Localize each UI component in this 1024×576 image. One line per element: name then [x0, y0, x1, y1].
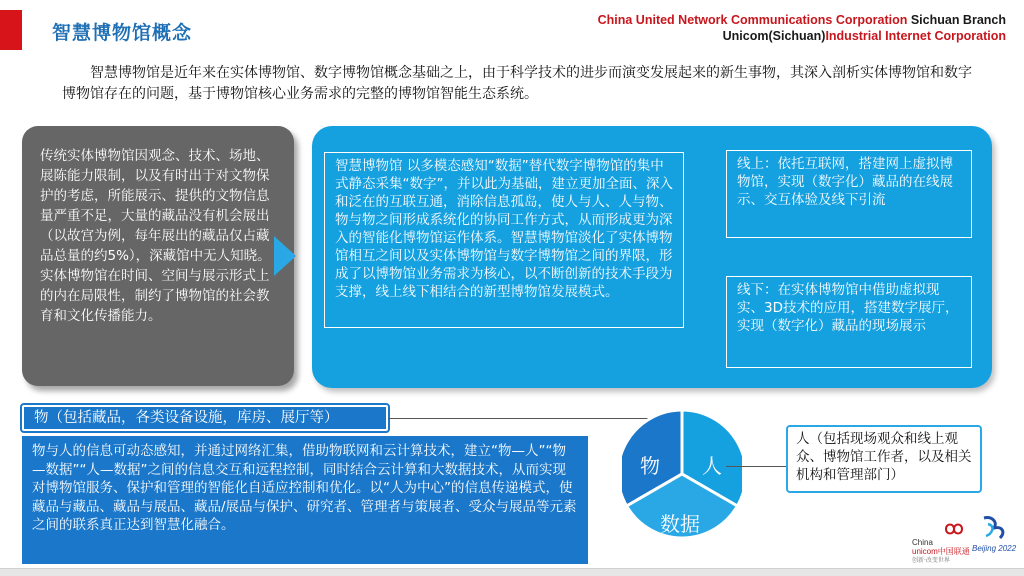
online-box: 线上：依托互联网，搭建网上虚拟博物馆，实现（数字化）藏品的在线展示、交互体验及线下引流	[726, 150, 972, 238]
olympic-emblem-icon	[972, 514, 1018, 544]
brand-header	[598, 12, 1006, 44]
footer-strip	[0, 568, 1024, 576]
pie-label-ren: 人	[702, 454, 722, 478]
pie-label-wu: 物	[640, 454, 660, 478]
right-arrow-icon	[274, 236, 296, 276]
traditional-museum-box	[22, 126, 294, 386]
intro-paragraph: 智慧博物馆是近年来在实体博物馆、数字博物馆概念基础之上，由于科学技术的进步而演变发展起来的新生事物，其深入剖析实体博物馆和数字博物馆存在的问题，基于博物馆核心业务需求的完整的博物馆智能生态系统。	[62, 65, 972, 102]
wu-label: 物（包括藏品，各类设备设施，库房、展厅等）	[22, 405, 388, 431]
unicom-logo-brand: unicom中国联通	[912, 547, 970, 556]
unicom-knot-icon	[942, 520, 966, 538]
smart-museum-description: 智慧博物馆 以多模态感知“数据”替代数字博物馆的集中式静态采集“数字”，并以此为基础，建立更加全面、深入和泛在的互联互通，消除信息孤岛，使人与人、人与物、物与物之间形成系统化的协同工作方式，从而形成更为深入的智能化博物馆运作体系。智慧博物馆淡化了实体博物馆相互之间以及实体博物馆与数字博物馆之间的界限，形成了以博物馆业务需求为核心，以不断创新的技术手段为支撑，线上线下相结合的新型博物馆发展模式。	[324, 152, 684, 328]
beijing-2022-text: Beijing 2022	[972, 544, 1017, 553]
brand-name-en: China United Network Communications Corporation	[597, 13, 908, 27]
page-title: 智慧博物馆概念	[52, 22, 193, 44]
brand-sub-corp: Industrial Internet Corporation	[825, 29, 1006, 43]
offline-box: 线下：在实体博物馆中借助虚拟现实、3D技术的应用，搭建数字展厅，实现（数字化）藏品的现场展示	[726, 276, 972, 368]
relationship-pie	[622, 404, 742, 544]
wu-description: 物与人的信息可动态感知，并通过网络汇集，借助物联网和云计算技术，建立“物—人”“物—数据”“人—数据”之间的信息交互和远程控制，同时结合云计算和大数据技术，从而实现对博物馆服务、保护和管理的智能化自适应控制和优化。以“人为中心”的信息传递模式，使藏品与藏品、藏品与展品、藏品/展品与保护、研究者、管理者与策展者、受众与展品等元素之间的联系真正达到智慧化融合。	[22, 436, 588, 564]
brand-branch: Sichuan Branch	[907, 13, 1006, 27]
beijing-2022-logo	[972, 514, 1018, 570]
traditional-museum-text: 传统实体博物馆因观念、技术、场地、展陈能力限制，以及有时出于对文物保护的考虑，所能展示、提供的文物信息量严重不足，大量的藏品没有机会展出（以故宫为例，每年展出的藏品仅占藏品总量的约5%），深藏馆中无人知晓。实体博物馆在时间、空间与展示形式上的内在局限性，制约了博物馆的社会教育和文化传播能力。	[40, 148, 271, 324]
unicom-logo-en: China	[912, 538, 933, 547]
pie-label-data: 数据	[660, 512, 700, 536]
ren-connector-line	[726, 466, 786, 467]
accent-bar	[0, 10, 22, 50]
brand-sub-name: Unicom(Sichuan)	[722, 29, 826, 43]
smart-museum-box	[312, 126, 992, 388]
unicom-logo	[912, 520, 972, 568]
ren-box: 人（包括现场观众和线上观众、博物馆工作者，以及相关机构和管理部门）	[786, 425, 982, 493]
unicom-logo-slogan: 创新·改变世界	[912, 557, 950, 564]
